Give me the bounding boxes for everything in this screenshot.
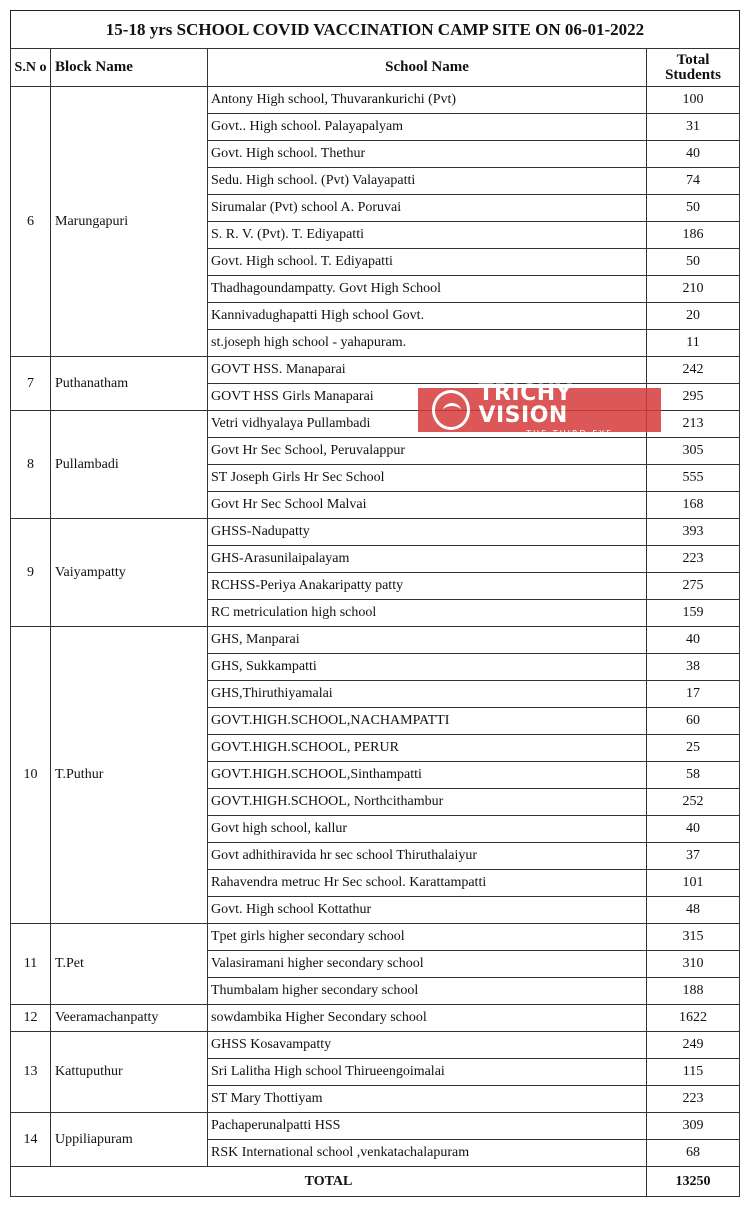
block-sno: 13	[11, 1032, 51, 1113]
student-count: 74	[647, 168, 740, 195]
vaccination-table	[10, 48, 740, 1197]
student-count: 305	[647, 438, 740, 465]
eye-logo-icon	[432, 390, 470, 430]
student-count: 20	[647, 303, 740, 330]
block-sno: 7	[11, 357, 51, 411]
student-count: 11	[647, 330, 740, 357]
school-name: Govt.. High school. Palayapalyam	[208, 114, 647, 141]
student-count: 275	[647, 573, 740, 600]
block-sno: 6	[11, 87, 51, 357]
school-name: Govt. High school. T. Ediyapatti	[208, 249, 647, 276]
table-row	[11, 627, 740, 654]
school-name: RC metriculation high school	[208, 600, 647, 627]
total-label: TOTAL	[11, 1167, 647, 1197]
student-count: 100	[647, 87, 740, 114]
school-name: GHS,Thiruthiyamalai	[208, 681, 647, 708]
school-name: GOVT HSS Girls Manaparai	[208, 384, 647, 411]
student-count: 58	[647, 762, 740, 789]
student-count: 48	[647, 897, 740, 924]
school-name: Pachaperunalpatti HSS	[208, 1113, 647, 1140]
student-count: 60	[647, 708, 740, 735]
student-count: 159	[647, 600, 740, 627]
student-count: 37	[647, 843, 740, 870]
page-title: 15-18 yrs SCHOOL COVID VACCINATION CAMP SITE ON 06-01-2022	[10, 10, 740, 48]
student-count: 1622	[647, 1005, 740, 1032]
school-name: Thadhagoundampatty. Govt High School	[208, 276, 647, 303]
school-name: sowdambika Higher Secondary school	[208, 1005, 647, 1032]
school-name: Kannivadughapatti High school Govt.	[208, 303, 647, 330]
school-name: ST Joseph Girls Hr Sec School	[208, 465, 647, 492]
block-name: Puthanatham	[51, 357, 208, 411]
block-name: Pullambadi	[51, 411, 208, 519]
block-sno: 14	[11, 1113, 51, 1167]
school-name: st.joseph high school - yahapuram.	[208, 330, 647, 357]
school-name: Tpet girls higher secondary school	[208, 924, 647, 951]
school-name: ST Mary Thottiyam	[208, 1086, 647, 1113]
student-count: 50	[647, 249, 740, 276]
student-count: 393	[647, 519, 740, 546]
student-count: 50	[647, 195, 740, 222]
school-name: Thumbalam higher secondary school	[208, 978, 647, 1005]
student-count: 25	[647, 735, 740, 762]
school-name: GOVT.HIGH.SCHOOL, Northcithambur	[208, 789, 647, 816]
school-name: Vetri vidhyalaya Pullambadi	[208, 411, 647, 438]
school-name: GHSS Kosavampatty	[208, 1032, 647, 1059]
total-value: 13250	[647, 1167, 740, 1197]
block-name: Marungapuri	[51, 87, 208, 357]
school-name: RSK International school ,venkatachalapuram	[208, 1140, 647, 1167]
header-sno: S.N o	[11, 49, 51, 87]
table-row	[11, 519, 740, 546]
student-count: 40	[647, 816, 740, 843]
school-name: Antony High school, Thuvarankurichi (Pvt)	[208, 87, 647, 114]
school-name: Govt. High school. Thethur	[208, 141, 647, 168]
block-name: Kattuputhur	[51, 1032, 208, 1113]
school-name: GHS, Manparai	[208, 627, 647, 654]
student-count: 213	[647, 411, 740, 438]
block-name: Vaiyampatty	[51, 519, 208, 627]
school-name: Govt Hr Sec School, Peruvalappur	[208, 438, 647, 465]
header-block-name: Block Name	[51, 49, 208, 87]
student-count: 101	[647, 870, 740, 897]
student-count: 115	[647, 1059, 740, 1086]
school-name: Govt adhithiravida hr sec school Thiruthalaiyur	[208, 843, 647, 870]
school-name: Rahavendra metruc Hr Sec school. Karattampatti	[208, 870, 647, 897]
school-name: Valasiramani higher secondary school	[208, 951, 647, 978]
block-sno: 9	[11, 519, 51, 627]
school-name: Govt. High school Kottathur	[208, 897, 647, 924]
school-name: Sri Lalitha High school Thirueengoimalai	[208, 1059, 647, 1086]
table-header-row	[11, 49, 740, 87]
table-body	[11, 87, 740, 1167]
total-row	[11, 1167, 740, 1197]
student-count: 555	[647, 465, 740, 492]
table-row	[11, 924, 740, 951]
student-count: 40	[647, 627, 740, 654]
student-count: 242	[647, 357, 740, 384]
student-count: 210	[647, 276, 740, 303]
school-name: GOVT HSS. Manaparai	[208, 357, 647, 384]
block-name: Uppiliapuram	[51, 1113, 208, 1167]
table-row	[11, 87, 740, 114]
student-count: 309	[647, 1113, 740, 1140]
student-count: 168	[647, 492, 740, 519]
watermark-main-text: TRICHY VISION	[478, 380, 573, 428]
school-name: GOVT.HIGH.SCHOOL,Sinthampatti	[208, 762, 647, 789]
school-name: Govt high school, kallur	[208, 816, 647, 843]
student-count: 68	[647, 1140, 740, 1167]
student-count: 38	[647, 654, 740, 681]
table-row	[11, 1032, 740, 1059]
block-sno: 11	[11, 924, 51, 1005]
school-name: GHS-Arasunilaipalayam	[208, 546, 647, 573]
school-name: GHSS-Nadupatty	[208, 519, 647, 546]
trichy-vision-watermark	[418, 380, 661, 438]
student-count: 188	[647, 978, 740, 1005]
watermark-sub-text: THE THIRD EYE	[526, 428, 614, 438]
school-name: GHS, Sukkampatti	[208, 654, 647, 681]
school-name: S. R. V. (Pvt). T. Ediyapatti	[208, 222, 647, 249]
header-total-students: Total Students	[647, 49, 740, 87]
student-count: 31	[647, 114, 740, 141]
student-count: 223	[647, 1086, 740, 1113]
student-count: 17	[647, 681, 740, 708]
school-name: RCHSS-Periya Anakaripatty patty	[208, 573, 647, 600]
header-school-name: School Name	[208, 49, 647, 87]
student-count: 295	[647, 384, 740, 411]
student-count: 315	[647, 924, 740, 951]
school-name: Sedu. High school. (Pvt) Valayapatti	[208, 168, 647, 195]
student-count: 310	[647, 951, 740, 978]
student-count: 40	[647, 141, 740, 168]
student-count: 186	[647, 222, 740, 249]
block-name: Veeramachanpatty	[51, 1005, 208, 1032]
table-row	[11, 1113, 740, 1140]
school-name: Sirumalar (Pvt) school A. Poruvai	[208, 195, 647, 222]
school-name: GOVT.HIGH.SCHOOL, PERUR	[208, 735, 647, 762]
school-name: GOVT.HIGH.SCHOOL,NACHAMPATTI	[208, 708, 647, 735]
block-name: T.Puthur	[51, 627, 208, 924]
block-sno: 10	[11, 627, 51, 924]
block-sno: 12	[11, 1005, 51, 1032]
block-sno: 8	[11, 411, 51, 519]
table-row	[11, 1005, 740, 1032]
table-row	[11, 357, 740, 384]
school-name: Govt Hr Sec School Malvai	[208, 492, 647, 519]
student-count: 223	[647, 546, 740, 573]
student-count: 252	[647, 789, 740, 816]
student-count: 249	[647, 1032, 740, 1059]
block-name: T.Pet	[51, 924, 208, 1005]
